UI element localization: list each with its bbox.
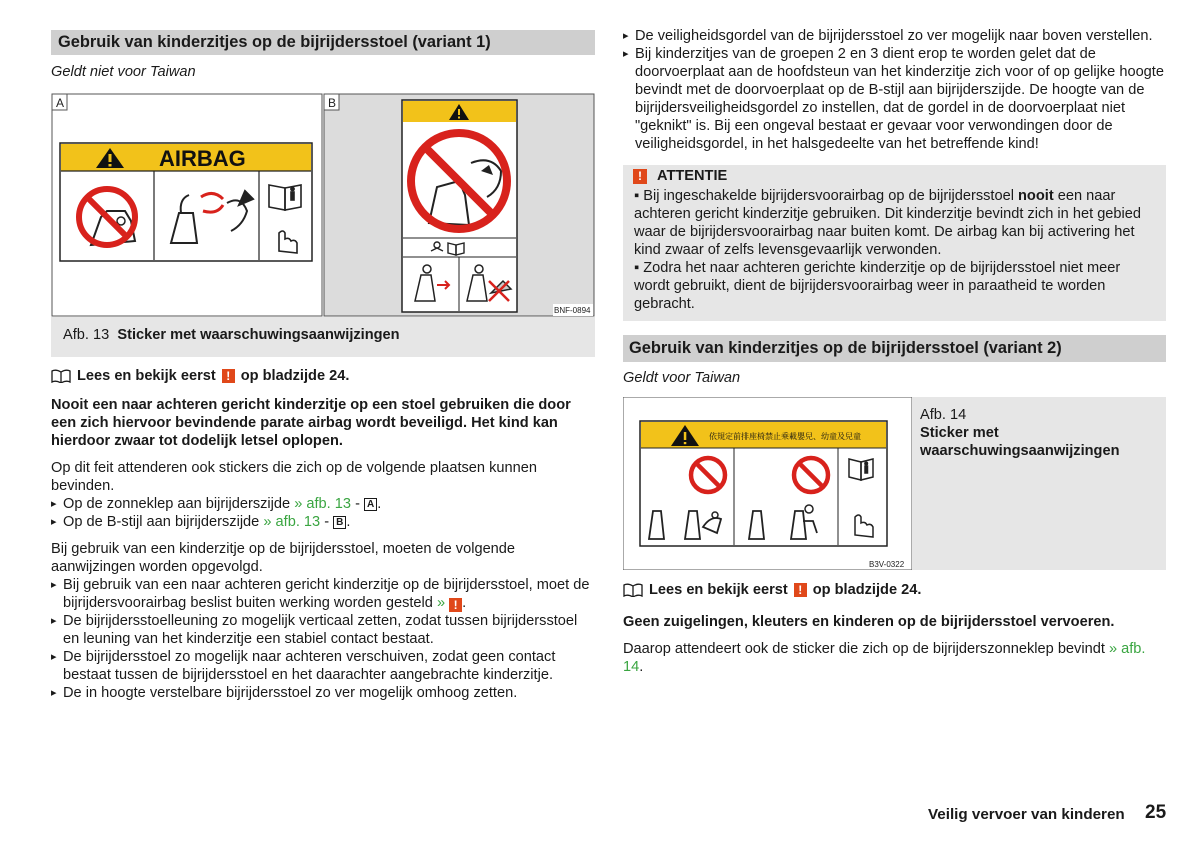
warning-mark-icon[interactable]: !: [222, 369, 235, 383]
step-item: ▸ De bijrijdersstoelleuning zo mogelijk verticaal zetten, zodat tussen bijrijdersstoel en leuning van het kinderzitje een stabiel contact bestaat.: [51, 612, 595, 648]
open-book-icon: [51, 369, 71, 383]
chinese-warning-text: 依規定前排座椅禁止乘載嬰兒、幼童及兒童: [709, 432, 861, 441]
read-first-line: [623, 581, 1166, 599]
open-book-icon: [623, 583, 643, 597]
read-first-line: [51, 367, 595, 385]
figure-13-number: Afb. 13: [63, 327, 110, 343]
figure-14-title: Sticker met waarschuwingsaanwijzingen: [920, 425, 1120, 459]
figure-14: [623, 397, 1166, 570]
box-label-a: A: [364, 498, 377, 511]
step-item: ▸ Bij kinderzitjes van de groepen 2 en 3 dient erop te worden gelet dat de doorvoerplaat aan de hoofdsteun van het kinderzitje zich voor of op gelijke hoogte bevindt met de doorvoerplaat op de B-stijl aan bijrijderszijde. De hoogte van de bijrijdersveiligheidsgordel zo instellen, dat de gordel in de doorvoerplaat niet "geknikt" is. Bij een ongeval bestaat er gevaar voor verwondingen door de veiligheidsgordel, in het halsgedeelte van het betreffende kind!: [623, 45, 1166, 153]
figure-14-code: B3V-0322: [869, 560, 905, 569]
read-first-prefix: Lees en bekijk eerst: [649, 582, 788, 598]
no-children-line: Geen zuigelingen, kleuters en kinderen op de bijrijdersstoel vervoeren.: [623, 614, 1115, 630]
attention-title: ATTENTIE: [657, 168, 728, 184]
attention-warning-icon: !: [633, 169, 647, 184]
warning-paragraph: Nooit een naar achteren gericht kinderzitje op een stoel gebruiken die door een zich hiervoor bevindende parate airbag wordt beveiligd. Het kind kan hierdoor zwaar tot dodelijk letsel oplopen.: [51, 397, 571, 449]
b-pillar-sticker: [402, 100, 517, 312]
attention-paragraph-2: ▪ Zodra het naar achteren gerichte kinderzitje op de bijrijdersstoel niet meer wordt gebruikt, dient de bijrijdersvoorairbag weer in paraatheid te worden gebracht.: [634, 260, 1121, 312]
box-label-b: B: [333, 516, 346, 529]
stickers-intro: Op dit feit attenderen ook stickers die zich op de volgende plaatsen kunnen bevinden.: [51, 460, 537, 494]
visor-sticker-paragraph: Daarop attendeert ook de sticker die zich op de bijrijderszonneklep bevindt » afb. 14.: [623, 641, 1146, 675]
right-column: [623, 0, 1166, 676]
section-title-variant-1: Gebruik van kinderzitjes op de bijrijdersstoel (variant 1): [51, 30, 595, 55]
warning-mark-icon[interactable]: !: [449, 598, 462, 612]
figure-13-caption: [51, 317, 595, 355]
figure-14-illustration: [623, 397, 912, 570]
link-warning[interactable]: »: [436, 595, 446, 611]
sticker-item-b-pillar: ▸ Op de B-stijl aan bijrijderszijde » afb. 13 - B .: [51, 513, 595, 531]
airbag-word: AIRBAG: [159, 146, 246, 171]
read-first-suffix: op bladzijde 24.: [812, 582, 922, 598]
figure-13-illustration: [51, 93, 595, 317]
label-a: A: [56, 96, 65, 110]
attention-box: [623, 165, 1166, 321]
section-title-variant-2: Gebruik van kinderzitjes op de bijrijdersstoel (variant 2): [623, 335, 1166, 362]
figure-13: [51, 93, 595, 357]
figure-14-caption: [912, 397, 1166, 570]
step-item: ▸ De veiligheidsgordel van de bijrijdersstoel zo ver mogelijk naar boven verstellen.: [623, 27, 1166, 45]
figure-13-code: BNF-0894: [554, 306, 591, 315]
step-item: ▸ Bij gebruik van een naar achteren gericht kinderzitje op de bijrijdersstoel, moet de bijrijdersvoorairbag beslist buiten werking worden gesteld » ! .: [51, 576, 595, 612]
read-first-suffix: op bladzijde 24.: [240, 368, 350, 384]
applies-note: Geldt niet voor Taiwan: [51, 64, 196, 80]
page-number: 25: [1145, 802, 1167, 823]
label-b: B: [328, 96, 337, 110]
link-afb-14[interactable]: » afb. 14: [623, 641, 1146, 675]
warning-mark-icon[interactable]: !: [794, 583, 807, 597]
step-item: ▸ De bijrijdersstoel zo mogelijk naar achteren verschuiven, zodat geen contact bestaat tussen de bijrijdersstoel en het daarachter aangebrachte kinderzitje.: [51, 648, 595, 684]
figure-13-title: Sticker met waarschuwingsaanwijzingen: [117, 327, 400, 343]
attention-paragraph-1: ▪ Bij ingeschakelde bijrijdersvoorairbag op de bijrijdersstoel nooit een naar achteren gericht kinderzitje gebruiken. Dit kinderzitje bevindt zich in het gebied waar de bijrijdersvoorairbag naar buiten komt. De airbag kan bij activering het kind zwaar of zelfs levensgevaarlijk verwonden.: [634, 188, 1142, 258]
read-first-prefix: Lees en bekijk eerst: [77, 368, 216, 384]
footer-chapter-title: Veilig vervoer van kinderen: [928, 806, 1125, 823]
figure-14-number: Afb. 14: [920, 407, 967, 423]
sticker-item-visor: ▸ Op de zonneklep aan bijrijderszijde » afb. 13 - A .: [51, 495, 595, 513]
applies-note: Geldt voor Taiwan: [623, 370, 741, 386]
left-column: [51, 0, 595, 702]
steps-intro: Bij gebruik van een kinderzitje op de bijrijdersstoel, moeten de volgende aanwijzingen worden opgevolgd.: [51, 541, 516, 575]
link-afb-13[interactable]: » afb. 13: [294, 496, 352, 512]
link-afb-13[interactable]: » afb. 13: [263, 514, 321, 530]
attention-header: [633, 165, 1154, 187]
airbag-sticker: [60, 143, 312, 261]
step-item: ▸ De in hoogte verstelbare bijrijdersstoel zo ver mogelijk omhoog zetten.: [51, 684, 595, 702]
